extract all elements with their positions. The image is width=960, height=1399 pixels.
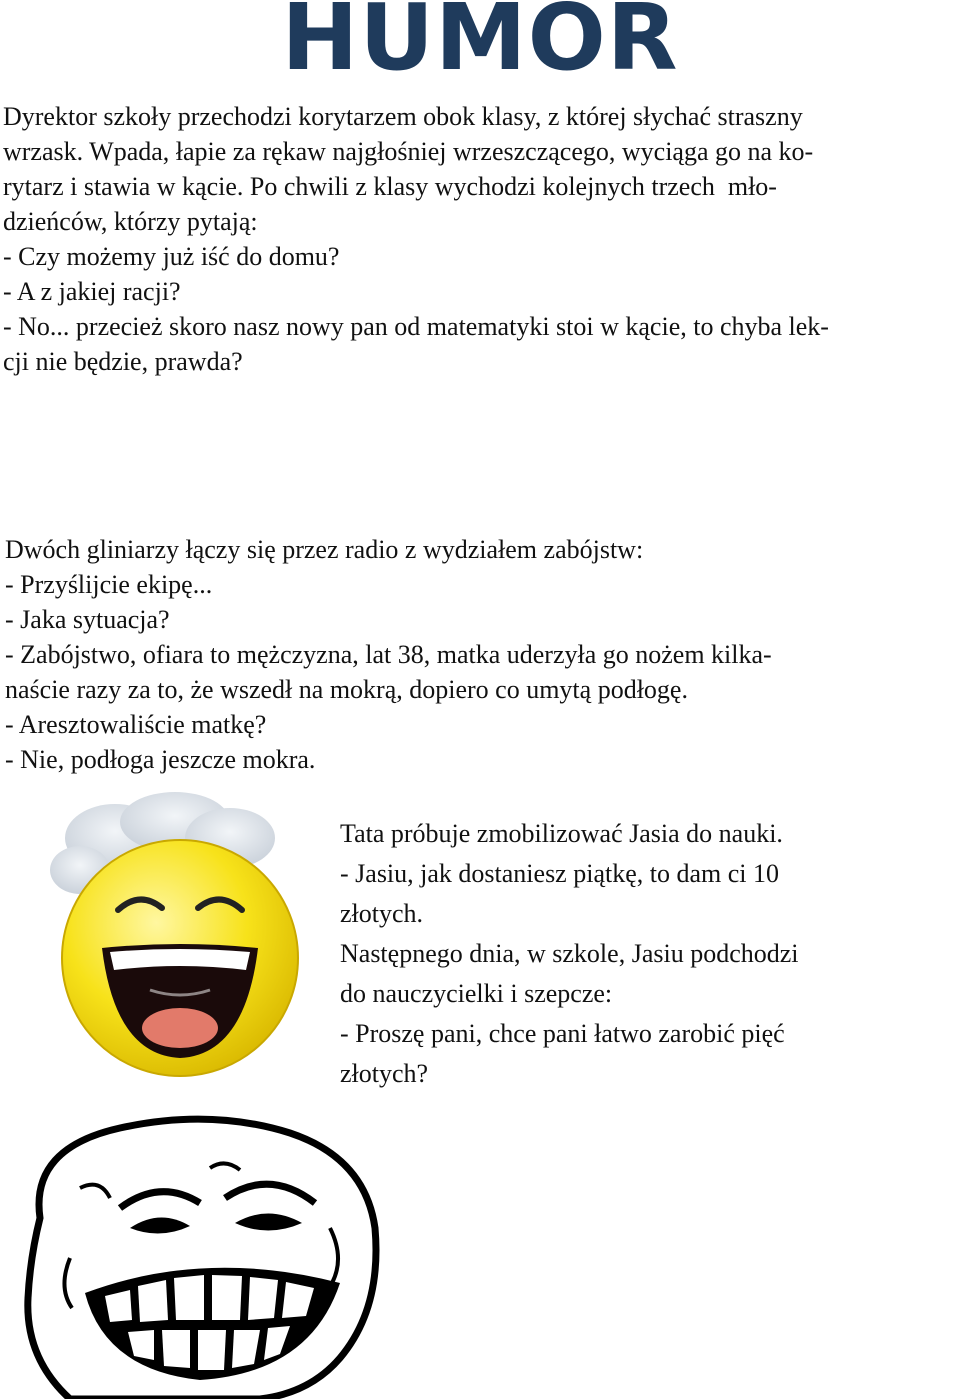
joke-line: - Przyślijcie ekipę... [5,570,213,599]
joke-line: - No... przecież skoro nasz nowy pan od matematyki stoi w kącie, to chyba lek- [3,312,829,341]
joke-line: - Proszę pani, chce pani łatwo zarobić pięć [340,1019,785,1048]
joke-line: - Czy możemy już iść do domu? [3,242,340,271]
joke-line: złotych? [340,1059,429,1088]
joke-jasio-grade [340,814,900,1094]
joke-line: wrzask. Wpada, łapie za rękaw najgłośniej wrzeszczącego, wyciąga go na ko- [3,137,814,166]
joke-teacher-in-corner [3,99,958,379]
joke-line: - A z jakiej racji? [3,277,181,306]
joke-line: Dwóch gliniarzy łączy się przez radio z wydziałem zabójstw: [5,535,644,564]
joke-line: - Jaka sytuacja? [5,605,170,634]
joke-line: cji nie będzie, prawda? [3,347,243,376]
joke-line: - Nie, podłoga jeszcze mokra. [5,745,316,774]
joke-police-radio [5,532,955,777]
troll-face-icon [10,1108,380,1399]
joke-line: - Aresztowaliście matkę? [5,710,267,739]
joke-line: rytarz i stawia w kącie. Po chwili z klasy wychodzi kolejnych trzech mło- [3,172,777,201]
joke-line: do nauczycielki i szepcze: [340,979,613,1008]
joke-line: złotych. [340,899,424,928]
joke-line: - Jasiu, jak dostaniesz piątkę, to dam ci 10 [340,859,780,888]
joke-line: Następnego dnia, w szkole, Jasiu podchodzi [340,939,799,968]
joke-line: - Zabójstwo, ofiara to mężczyzna, lat 38, matka uderzyła go nożem kilka- [5,640,772,669]
joke-line: naście razy za to, że wszedł na mokrą, dopiero co umytą podłogę. [5,675,688,704]
laughing-smiley-icon [40,790,320,1080]
joke-line: Tata próbuje zmobilizować Jasia do nauki. [340,819,783,848]
page-title: HUMOR [281,0,679,91]
joke-line: Dyrektor szkoły przechodzi korytarzem obok klasy, z której słychać straszny [3,102,803,131]
joke-line: dzieńców, którzy pytają: [3,207,258,236]
